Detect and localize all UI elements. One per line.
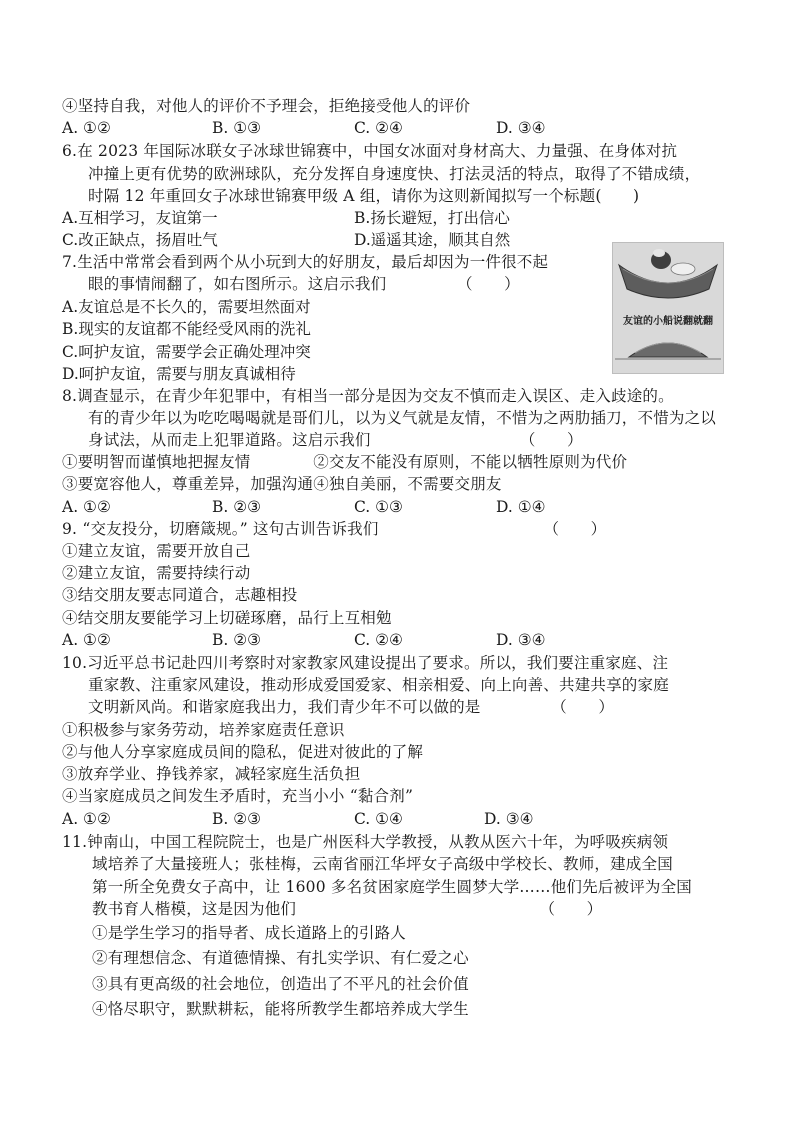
q11-statement-4: ④恪尽职守，默默耕耘，能将所教学生都培养成大学生 xyxy=(92,1000,469,1018)
q7-stem-2: 眼的事情闹翻了，如右图所示。这启示我们 （ ） xyxy=(88,275,520,293)
q10-stem-1: 10.习近平总书记赴四川考察时对家教家风建设提出了要求。所以，我们要注重家庭、注 xyxy=(62,654,669,672)
q6-stem-3: 时隔 12 年重回女子冰球世锦赛甲级 A 组，请你为这则新闻拟写一个标题( ) xyxy=(88,187,640,205)
q10-statement-4: ④当家庭成员之间发生矛盾时，充当小小 “黏合剂” xyxy=(62,787,414,805)
q11-stem-2: 域培养了大量接班人；张桂梅，云南省丽江华坪女子高级中学校长、教师，建成全国 xyxy=(92,855,673,873)
q10-stem-2: 重家教、注重家风建设，推动形成爱国爱家、相亲相爱、向上向善、共建共享的家庭 xyxy=(88,676,669,694)
q8-statements-3-4: ③要宽容他人，尊重差异，加强沟通④独自美丽，不需要交朋友 xyxy=(62,475,502,493)
q8-option-d: D. ①④ xyxy=(496,498,546,516)
q9-option-c: C. ②④ xyxy=(354,631,403,649)
q8-stem-3: 身试法，从而走上犯罪道路。这启示我们 （ ） xyxy=(88,431,583,449)
q7-option-b: B.现实的友谊都不能经受风雨的洗礼 xyxy=(62,320,311,338)
q11-statement-2: ②有理想信念、有道德情操、有扎实学识、有仁爱之心 xyxy=(92,949,469,967)
q11-stem-3: 第一所全免费女子高中，让 1600 多名贫困家庭学生圆梦大学……他们先后被评为全国 xyxy=(92,878,693,896)
q9-stem: 9. “交友投分，切磨箴规。” 这句古训告诉我们 （ ） xyxy=(62,520,607,538)
friendship-boat-figure xyxy=(612,242,724,374)
q7-option-d: D.呵护友谊，需要与朋友真诚相待 xyxy=(62,365,296,383)
q6-stem-1: 6.在 2023 年国际冰联女子冰球世锦赛中，中国女冰面对身材高大、力量强、在身体对抗 xyxy=(62,142,678,160)
q9-option-a: A. ①② xyxy=(62,631,111,649)
q5-option-d: D. ③④ xyxy=(496,119,546,137)
q11-statement-3: ③具有更高级的社会地位，创造出了不平凡的社会价值 xyxy=(92,975,469,993)
q7-option-c: C.呵护友谊，需要学会正确处理冲突 xyxy=(62,343,311,361)
q11-stem-4: 教书育人楷模，这是因为他们 （ ） xyxy=(92,900,603,918)
q10-statement-1: ①积极参与家务劳动，培养家庭责任意识 xyxy=(62,721,345,739)
q8-statements-1-2: ①要明智而谨慎地把握友情 ②交友不能没有原则，不能以牺牲原则为代价 xyxy=(62,453,628,471)
q6-option-b: B.扬长避短，打出信心 xyxy=(354,209,510,227)
q10-statement-2: ②与他人分享家庭成员间的隐私，促进对彼此的了解 xyxy=(62,743,424,761)
q9-statement-2: ②建立友谊，需要持续行动 xyxy=(62,564,251,582)
q11-statement-1: ①是学生学习的指导者、成长道路上的引路人 xyxy=(92,924,407,942)
q10-option-b: B. ②③ xyxy=(212,810,262,828)
q11-stem-1: 11.钟南山，中国工程院院士，也是广州医科大学教授，从教从医六十年，为呼吸疾病领 xyxy=(62,833,669,851)
q10-option-a: A. ①② xyxy=(62,810,111,828)
q7-stem-1: 7.生活中常常会看到两个从小玩到大的好朋友，最后却因为一件很不起 xyxy=(62,253,549,271)
figure-caption: 友谊的小船说翻就翻 xyxy=(623,316,713,327)
q5-option-b: B. ①③ xyxy=(212,119,262,137)
q9-option-d: D. ③④ xyxy=(496,631,546,649)
q8-option-c: C. ①③ xyxy=(354,498,403,516)
q9-option-b: B. ②③ xyxy=(212,631,262,649)
q6-option-d: D.遥遥其途，顺其自然 xyxy=(354,231,511,249)
q8-option-a: A. ①② xyxy=(62,498,111,516)
q8-option-b: B. ②③ xyxy=(212,498,262,516)
q10-option-d: D. ③④ xyxy=(484,810,534,828)
q6-stem-2: 冲撞上更有优势的欧洲球队，充分发挥自身速度快、打法灵活的特点，取得了不错成绩， xyxy=(88,165,701,183)
q6-option-a: A.互相学习，友谊第一 xyxy=(62,209,218,227)
q8-stem-2: 有的青少年以为吃吃喝喝就是哥们儿，以为义气就是友情，不惜为之两肋插刀，不惜为之以 xyxy=(88,409,717,427)
q5-option-a: A. ①② xyxy=(62,119,111,137)
q5-statement-4: ④坚持自我，对他人的评价不予理会，拒绝接受他人的评价 xyxy=(62,97,471,115)
q8-stem-1: 8.调查显示，在青少年犯罪中，有相当一部分是因为交友不慎而走入误区、走入歧途的。 xyxy=(62,387,674,405)
q9-statement-3: ③结交朋友要志同道合，志趣相投 xyxy=(62,586,298,604)
q10-option-c: C. ①④ xyxy=(354,810,403,828)
q7-option-a: A.友谊总是不长久的，需要坦然面对 xyxy=(62,298,311,316)
q5-option-c: C. ②④ xyxy=(354,119,403,137)
q10-statement-3: ③放弃学业、挣钱养家，减轻家庭生活负担 xyxy=(62,765,361,783)
q6-option-c: C.改正缺点，扬眉吐气 xyxy=(62,231,218,249)
q9-statement-4: ④结交朋友要能学习上切磋琢磨，品行上互相勉 xyxy=(62,609,392,627)
boat-illustration-icon xyxy=(613,243,723,373)
q10-stem-3: 文明新风尚。和谐家庭我出力，我们青少年不可以做的是 （ ） xyxy=(88,698,615,716)
q9-statement-1: ①建立友谊，需要开放自己 xyxy=(62,542,251,560)
